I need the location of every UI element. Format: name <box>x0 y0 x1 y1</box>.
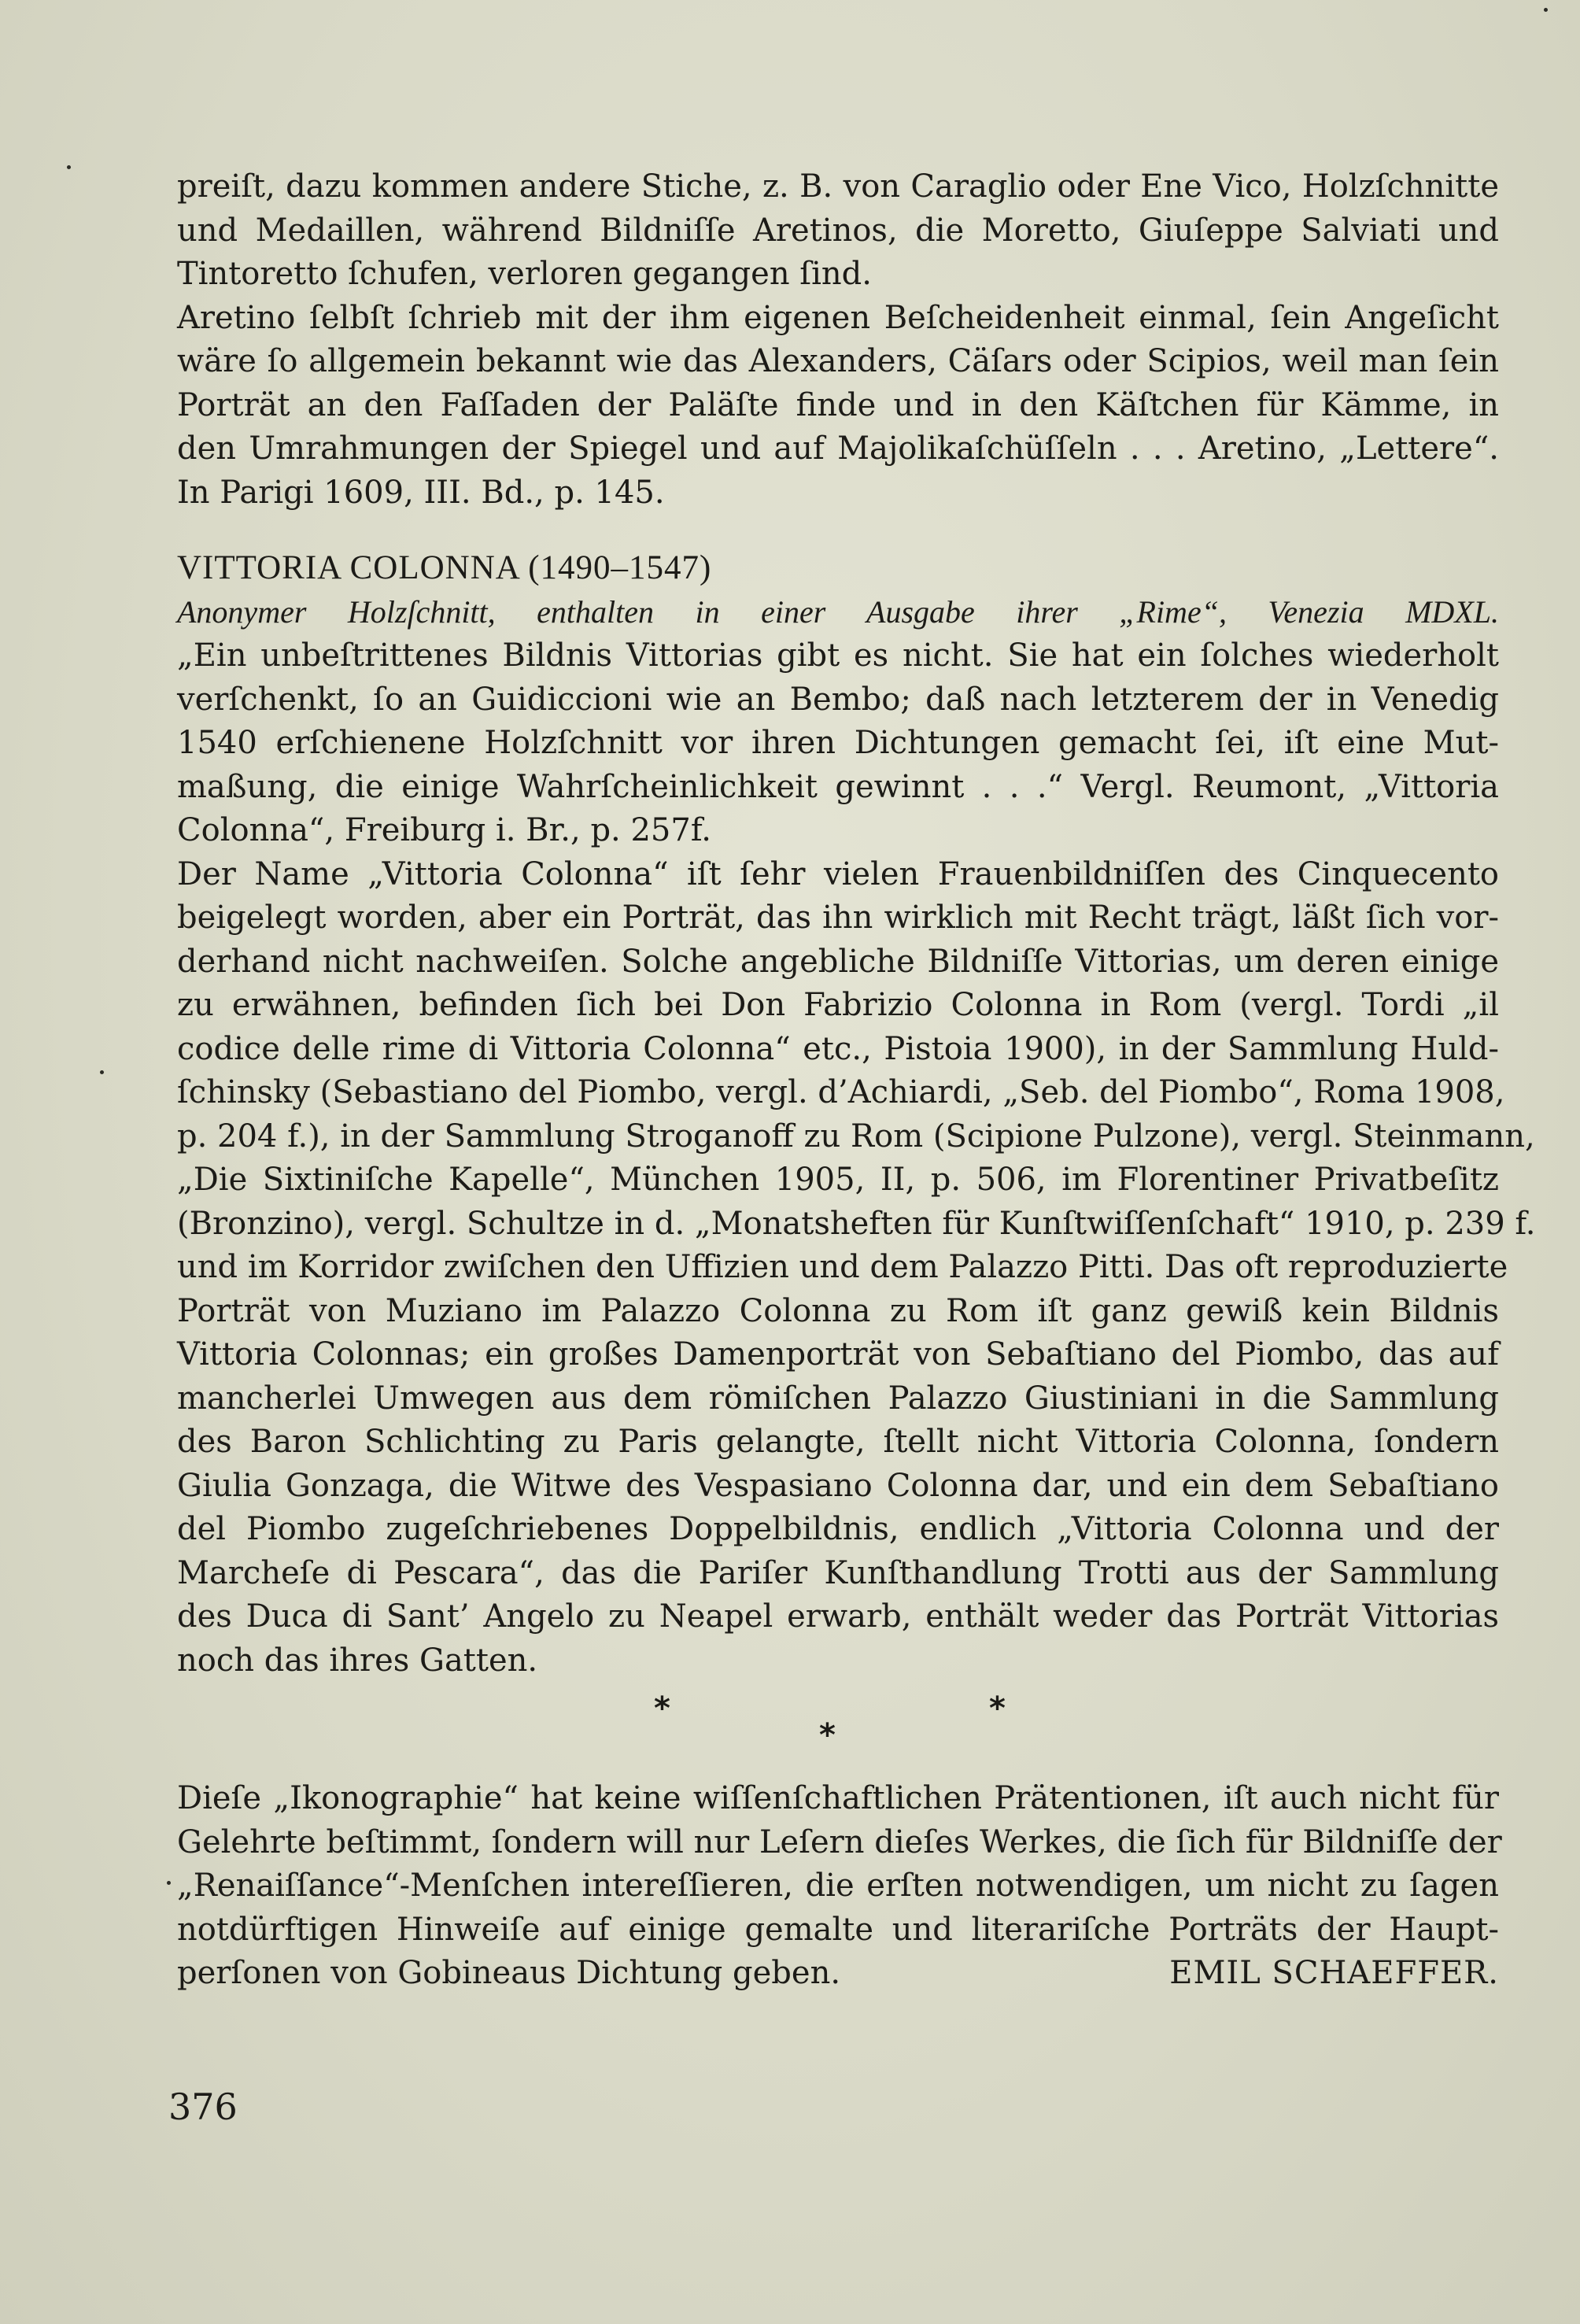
text-line: und Medaillen, während Bildniſſe Aretinos, die Moretto, Giuſeppe Salviati und <box>177 212 1499 249</box>
text-line: notdürftigen Hinweiſe auf einige gemalte und literariſche Porträts der Haupt- <box>177 1911 1499 1948</box>
author-signature: EMIL SCHAEFFER. <box>1169 1955 1499 1991</box>
text-line: In Parigi 1609, III. Bd., p. 145. <box>177 474 665 511</box>
paper-speck <box>1544 8 1548 12</box>
closing-paragraph <box>177 1777 1502 1996</box>
section-separator <box>177 1690 1499 1777</box>
text-line: Gelehrte beſtimmt, ſondern will nur Leſern dieſes Werkes, die ſich für Bildniſſe der <box>177 1823 1502 1860</box>
text-line: codice delle rime di Vittoria Colonna“ etc., Pistoia 1900), in der Sammlung Huld- <box>177 1030 1499 1067</box>
text-line: beigelegt worden, aber ein Porträt, das ihn wirklich mit Recht trägt, läßt ſich vor- <box>177 900 1499 936</box>
text-line: Porträt an den Faſſaden der Paläſte finde und in den Käſtchen für Kämme, in <box>177 386 1499 423</box>
text-line: (Bronzino), vergl. Schultze in d. „Monatsheften für Kunſtwiſſenſchaft“ 1910, p. 239 f. <box>177 1205 1536 1242</box>
text-line: „Ein unbeſtrittenes Bildnis Vittorias gibt es nicht. Sie hat ein ſolches wiederholt <box>177 637 1499 674</box>
text-line: „Die Sixtiniſche Kapelle“, München 1905, II, p. 506, im Florentiner Privatbeſitz <box>177 1162 1499 1198</box>
text-line: Aretino ſelbſt ſchrieb mit der ihm eigenen Beſcheidenheit einmal, ſein Angeſicht <box>177 299 1499 336</box>
text-line: perſonen von Gobineaus Dichtung geben. <box>177 1955 841 1991</box>
separator-asterisk: * <box>819 1717 836 1753</box>
text-line: ſchinsky (Sebastiano del Piombo, vergl. d’Achiardi, „Seb. del Piombo“, Roma 1908, <box>177 1074 1505 1110</box>
text-line: Dieſe „Ikonographie“ hat keine wiſſenſchaftlichen Prätentionen, iſt auch nicht für <box>177 1780 1499 1816</box>
paper-speck <box>167 1881 171 1885</box>
text-line: wäre ſo allgemein bekannt wie das Alexanders, Cäſars oder Scipios, weil man ſein <box>177 343 1499 379</box>
text-line: p. 204 f.), in der Sammlung Stroganoff zu Rom (Scipione Pulzone), vergl. Steinmann, <box>177 1118 1535 1155</box>
intro-paragraph <box>177 165 1499 297</box>
name-paragraph <box>177 853 1536 1683</box>
text-line: „Renaiſſance“-Menſchen intereſſieren, die erſten notwendigen, um nicht zu ſagen <box>177 1868 1499 1904</box>
page-body <box>177 165 1536 1996</box>
section-subtitle: Anonymer Holzſchnitt, enthalten in einer Ausgabe ihrer „Rime“, Venezia MDXL. <box>177 594 1499 630</box>
text-line: den Umrahmungen der Spiegel und auf Majolikaſchüſſeln . . . Aretino, „Lettere“. <box>177 430 1499 467</box>
page-number: 376 <box>168 2086 238 2128</box>
text-line: Der Name „Vittoria Colonna“ iſt ſehr vielen Frauenbildniſſen des Cinquecento <box>177 855 1499 892</box>
text-line: derhand nicht nachweiſen. Solche angebliche Bildniſſe Vittorias, um deren einige <box>177 943 1499 980</box>
text-line: Vittoria Colonnas; ein großes Damenporträt von Sebaſtiano del Piombo, das auf <box>177 1336 1499 1373</box>
closing-last-line <box>177 1952 1499 1996</box>
text-line: maßung, die einige Wahrſcheinlichkeit gewinnt . . .“ Vergl. Reumont, „Vittoria <box>177 768 1499 805</box>
text-line: 1540 erſchienene Holzſchnitt vor ihren Dichtungen gemacht ſei, iſt eine Mut- <box>177 725 1499 761</box>
text-line: Porträt von Muziano im Palazzo Colonna zu Rom iſt ganz gewiß kein Bildnis <box>177 1292 1499 1329</box>
text-line: zu erwähnen, befinden ſich bei Don Fabrizio Colonna in Rom (vergl. Tordi „il <box>177 987 1499 1023</box>
separator-asterisk: * <box>989 1690 1006 1727</box>
text-line: des Duca di Sant’ Angelo zu Neapel erwarb, enthält weder das Porträt Vittorias <box>177 1598 1499 1635</box>
section-title: VITTORIA COLONNA (1490–1547) <box>177 549 712 586</box>
aretino-paragraph <box>177 297 1499 515</box>
text-line: preiſt, dazu kommen andere Stiche, z. B. von Caraglio oder Ene Vico, Holzſchnitte <box>177 168 1499 205</box>
text-line: Marcheſe di Pescara“, das die Pariſer Kunſthandlung Trotti aus der Sammlung <box>177 1554 1499 1591</box>
text-line: Tintoretto ſchufen, verloren gegangen ſind. <box>177 256 872 292</box>
text-line: Giulia Gonzaga, die Witwe des Vespasiano Colonna dar, und ein dem Sebaſtiano <box>177 1467 1499 1504</box>
paper-speck <box>100 1070 104 1074</box>
text-line: Colonna“, Freiburg i. Br., p. 257f. <box>177 812 711 848</box>
separator-asterisk: * <box>654 1690 670 1727</box>
text-line: del Piombo zugeſchriebenes Doppelbildnis, endlich „Vittoria Colonna und der <box>177 1511 1499 1547</box>
text-line: verſchenkt, ſo an Guidiccioni wie an Bembo; daß nach letzterem der in Venedig <box>177 681 1499 718</box>
text-line: mancherlei Umwegen aus dem römiſchen Palazzo Giustiniani in die Sammlung <box>177 1380 1499 1417</box>
text-line: und im Korridor zwiſchen den Uffizien und dem Palazzo Pitti. Das oft reproduzierte <box>177 1249 1508 1285</box>
text-line: noch das ihres Gatten. <box>177 1642 538 1679</box>
text-line: des Baron Schlichting zu Paris gelangte, ſtellt nicht Vittoria Colonna, ſondern <box>177 1424 1499 1460</box>
paper-speck <box>67 165 71 169</box>
quote-paragraph <box>177 634 1499 853</box>
